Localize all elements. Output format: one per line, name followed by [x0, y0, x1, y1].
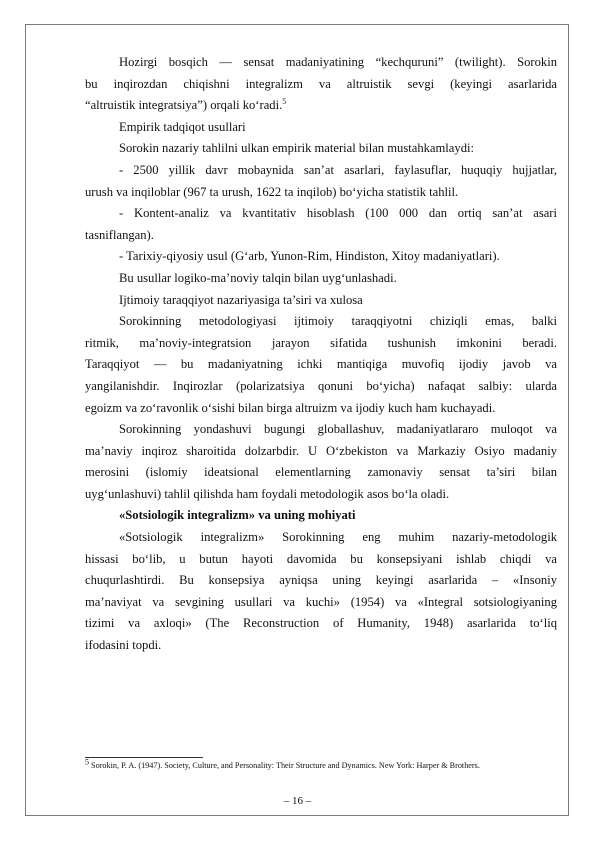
text-line: urush va inqiloblar (967 ta urush, 1622 ta inqilob) bo‘yicha statistik tahlil. — [85, 184, 459, 199]
page-number: – 16 – — [283, 795, 312, 807]
text-line: Sorokinning metodologiyasi ijtimoiy taraqqiyotni chiziqli emas, balki — [119, 314, 557, 329]
text-fragment: “altruistik integratsiya”) orqali ko‘radi. — [85, 98, 283, 113]
text-line: egoizm va zo‘ravonlik o‘sishi bilan birga altruizm va ijodiy kuch ham kuchayadi. — [85, 400, 496, 415]
text-line — [85, 95, 557, 117]
text-line: tizimi va axloqi» (The Reconstruction of Humanity, 1948) asarlarida to‘liq — [85, 616, 557, 631]
footnote-text: Sorokin, P. A. (1947). Society, Culture, and Personality: Their Structure and Dynamics. New York: Harper & Brothers. — [91, 761, 480, 770]
text-line: - Kontent-analiz va kvantitativ hisoblash (100 000 dan ortiq san’at asari — [119, 206, 557, 221]
text-line: hissasi bo‘lib, u butun hayoti davomida bu konsepsiyani ishlab chiqdi va — [85, 551, 557, 566]
heading-ijtimoiy: Ijtimoiy taraqqiyot nazariyasiga ta’siri va xulosa — [119, 292, 363, 307]
text-line: ifodasini topdi. — [85, 638, 162, 653]
text-line: Hozirgi bosqich — sensat madaniyatining “kechquruni” (twilight). Sorokin — [119, 55, 557, 69]
list-item-kontent — [85, 203, 557, 246]
text-line: yangilanishdir. Inqirozlar (polarizatsiya qonuni bo‘yicha) nafaqat salbiy: ularda — [85, 378, 557, 393]
paragraph-metodologiya — [85, 311, 557, 419]
heading-sotsiologik-integralizm: «Sotsiologik integralizm» va uning mohiyati — [119, 508, 356, 523]
text-line: chuqurlashtirdi. Bu konsepsiya ayniqsa uning keyingi asarlarida – «Insoniy — [85, 573, 557, 588]
paragraph-twilight — [85, 52, 557, 117]
footnote-number: 5 — [85, 757, 89, 767]
text-line: ritmik, ma’noviy-integratsion jarayon sifatida tushunish imkonini beradi. — [85, 335, 557, 350]
paragraph-yondashuv — [85, 419, 557, 505]
text-line: - 2500 yillik davr mobaynida san’at asarlari, faylasuflar, huquqiy hujjatlar, — [119, 162, 557, 177]
text-line: Sorokinning yondashuvi bugungi globallashuv, madaniyatlararo muloqot va — [119, 422, 557, 437]
list-item-tarixiy: - Tarixiy-qiyosiy usul (G‘arb, Yunon-Rim, Hindiston, Xitoy madaniyatlari). — [119, 249, 500, 264]
footnote-divider — [85, 757, 203, 758]
footnote-ref[interactable]: 5 — [282, 97, 287, 106]
text-line: ma’naviy inqiroz sharoitida dolzarbdir. U O‘zbekiston va Markaziy Osiyo madaniy — [85, 443, 557, 458]
text-line: bu inqirozdan chiqishni integralizm va altruistik sevgi (keyingi asarlarida — [85, 76, 557, 91]
main-text — [85, 52, 557, 657]
list-item-statistik — [85, 160, 557, 203]
paragraph-integralizm — [85, 527, 557, 657]
text-line: «Sotsiologik integralizm» Sorokinning eng muhim nazariy-metodologik — [119, 530, 557, 545]
text-line: uyg‘unlashuvi) tahlil qilishda ham foydali metodologik asos bo‘la oladi. — [85, 486, 450, 501]
text-line: tasniflangan). — [85, 227, 154, 242]
paragraph-empirik-intro: Sorokin nazariy tahlilni ulkan empirik material bilan mustahkamlaydi: — [119, 141, 474, 156]
paragraph-usullar: Bu usullar logiko-ma’noviy talqin bilan uyg‘unlashadi. — [119, 270, 397, 285]
text-line: merosini (islomiy ideatsional elementlarning zamonaviy sensat ta’siri bilan — [85, 465, 557, 480]
heading-empirik: Empirik tadqiqot usullari — [119, 119, 246, 134]
footnote — [85, 757, 555, 771]
text-line: ma’naviyat va sevgining usullari va kuchi» (1954) va «Integral sotsiologiyaning — [85, 594, 557, 609]
text-line: Taraqqiyot — bu madaniyatning ichki mantiqiga muvofiq ijodiy javob va — [85, 357, 557, 372]
